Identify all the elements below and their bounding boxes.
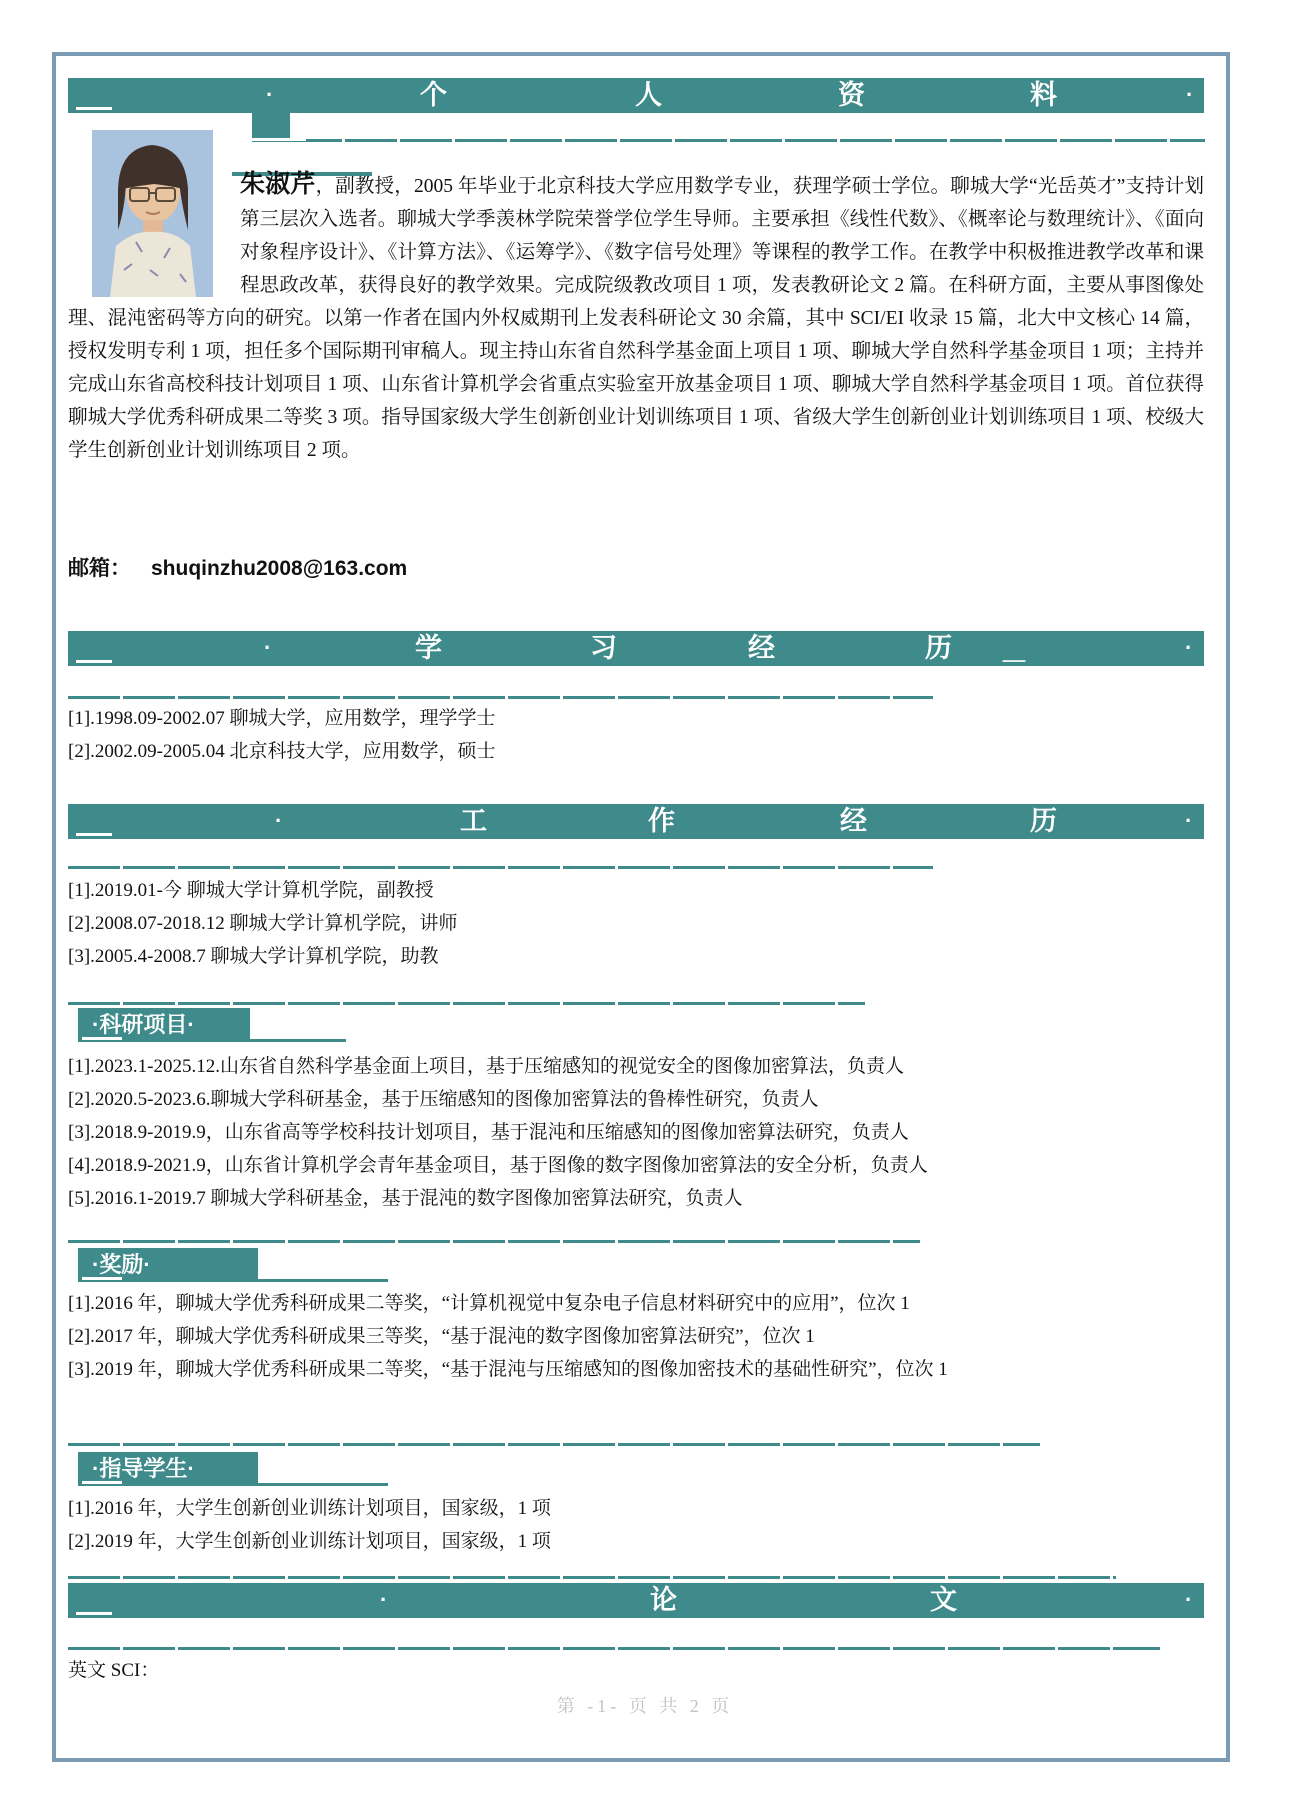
bar-char: 习 (590, 633, 617, 663)
email-label: 邮箱： (68, 557, 131, 580)
bar-char: 历 (1030, 806, 1057, 836)
section-bar-papers (68, 1583, 1204, 1618)
divider-line (68, 1576, 1116, 1579)
underscore-decoration (76, 1612, 112, 1615)
awards-list (68, 1287, 1204, 1386)
subsection-underline (250, 1039, 346, 1042)
bar-char: 经 (748, 633, 775, 663)
bar-char: 论 (650, 1585, 677, 1615)
award-entry: [3].2019 年，聊城大学优秀科研成果二等奖，“基于混沌与压缩感知的图像加密技术的基础性研究”，位次 1 (68, 1359, 948, 1380)
bio-paragraph (68, 168, 1204, 467)
education-entry: [1].1998.09-2002.07 聊城大学，应用数学，理学学士 (68, 708, 496, 729)
dot-decoration: · (1185, 1587, 1193, 1612)
dot-decoration: · (264, 635, 272, 660)
person-name: 朱淑芹 (240, 170, 316, 198)
bar-char: 历 (925, 633, 952, 663)
bar-char: 经 (840, 806, 867, 836)
subsection-underline (258, 1483, 388, 1486)
section-bar-education (68, 631, 1204, 666)
divider-line (68, 1647, 1160, 1650)
email-address: shuqinzhu2008@163.com (151, 557, 408, 580)
subsection-projects (78, 1008, 250, 1042)
email-row (68, 552, 407, 582)
dot-decoration: · (380, 1587, 388, 1612)
dot-decoration: · (266, 82, 274, 107)
underscore-decoration (76, 660, 112, 663)
bar-char: 人 (635, 80, 662, 110)
student-entry: [1].2016 年，大学生创新创业训练计划项目，国家级，1 项 (68, 1498, 551, 1519)
work-entry: [2].2008.07-2018.12 聊城大学计算机学院，讲师 (68, 913, 458, 934)
subsection-students (78, 1452, 258, 1486)
english-sci-label: 英文 SCI： (68, 1660, 160, 1681)
award-entry: [2].2017 年，聊城大学优秀科研成果三等奖，“基于混沌的数字图像加密算法研究”，位次 1 (68, 1326, 815, 1347)
photo-wrap-spacer (68, 168, 240, 296)
underscore-decoration (82, 1037, 122, 1040)
subsection-awards-label: ·奖励· (92, 1252, 151, 1277)
subsection-underline (258, 1279, 388, 1282)
work-list (68, 874, 1204, 973)
students-list (68, 1492, 1204, 1558)
divider-line (68, 1002, 865, 1005)
bar-char: 学 (415, 633, 442, 663)
page-number-footer: 第 -1- 页 共 2 页 (556, 1696, 734, 1716)
underscore-decoration (82, 1481, 122, 1484)
project-entry: [5].2016.1-2019.7 聊城大学科研基金，基于混沌的数字图像加密算法研究，负责人 (68, 1188, 743, 1209)
subsection-awards (78, 1248, 258, 1282)
project-entry: [1].2023.1-2025.12.山东省自然科学基金面上项目，基于压缩感知的视觉安全的图像加密算法，负责人 (68, 1056, 904, 1077)
underscore-decoration (76, 833, 112, 836)
bar-char: 文 (930, 1585, 957, 1615)
underscore-decoration: ＿ (1003, 639, 1026, 664)
divider-line (68, 1240, 920, 1243)
project-entry: [3].2018.9-2019.9，山东省高等学校科技计划项目，基于混沌和压缩感知的图像加密算法研究，负责人 (68, 1122, 909, 1143)
divider-line (68, 866, 933, 869)
divider-line (290, 139, 1205, 142)
dot-decoration: · (275, 808, 283, 833)
section-bar-work (68, 804, 1204, 839)
bar-char: 料 (1030, 80, 1057, 110)
project-entry: [4].2018.9-2021.9，山东省计算机学会青年基金项目，基于图像的数字图像加密算法的安全分析，负责人 (68, 1155, 928, 1176)
underscore-decoration (248, 138, 306, 141)
underscore-decoration (82, 1277, 122, 1280)
work-entry: [1].2019.01-今 聊城大学计算机学院，副教授 (68, 880, 434, 901)
subsection-projects-label: ·科研项目· (92, 1012, 195, 1037)
award-entry: [1].2016 年，聊城大学优秀科研成果二等奖，“计算机视觉中复杂电子信息材料研究中的应用”，位次 1 (68, 1293, 910, 1314)
student-entry: [2].2019 年，大学生创新创业训练计划项目，国家级，1 项 (68, 1531, 551, 1552)
dot-decoration: · (1185, 808, 1193, 833)
project-entry: [2].2020.5-2023.6.聊城大学科研基金，基于压缩感知的图像加密算法的鲁棒性研究，负责人 (68, 1089, 819, 1110)
bar-char: 资 (838, 80, 865, 110)
bio-text: ，副教授，2005 年毕业于北京科技大学应用数学专业，获理学硕士学位。聊城大学“光岳英才”支持计划第三层次入选者。聊城大学季羡林学院荣誉学位学生导师。主要承担《线性代数》、《概率论与数理统计》、《面向对象程序设计》、《计算方法》、《运筹学》、《数字信号处理》等课程的教学工作。在教学中积极推进教学改革和课程思政改革，获得良好的教学效果。完成院级教改项目 1 项，发表教研论文 2 篇。在科研方面，主要从事图像处理、混沌密码等方向的研究。以第一作者在国内外权威期刊上发表科研论文 30 余篇，其中 SCI/EI 收录 15 篇，北大中文核心 14 篇，授权发明专利 1 项，担任多个国际期刊审稿人。现主持山东省自然科学基金面上项目 1 项、聊城大学自然科学基金项目 1 项；主持并完成山东省高校科技计划项目 1 项、山东省计算机学会省重点实验室开放基金项目 1 项、聊城大学自然科学基金项目 1 项。首位获得聊城大学优秀科研成果二等奖 3 项。指导国家级大学生创新创业计划训练项目 1 项、省级大学生创新创业计划训练项目 1 项、校级大学生创新创业计划训练项目 2 项。 (68, 176, 1204, 461)
divider-line (68, 696, 933, 699)
projects-list (68, 1050, 1204, 1215)
education-entry: [2].2002.09-2005.04 北京科技大学，应用数学，硕士 (68, 741, 496, 762)
bar-char: 作 (648, 806, 675, 836)
dot-decoration: · (1185, 635, 1193, 660)
dot-decoration: · (1186, 82, 1194, 107)
subsection-students-label: ·指导学生· (92, 1456, 195, 1481)
section-bar-personal-info (68, 78, 1204, 113)
underscore-decoration (76, 107, 112, 110)
bar-char: 工 (460, 806, 487, 836)
divider-line (68, 1443, 1040, 1446)
bar-char: 个 (420, 80, 447, 110)
work-entry: [3].2005.4-2008.7 聊城大学计算机学院，助教 (68, 946, 439, 967)
education-list (68, 702, 1204, 768)
